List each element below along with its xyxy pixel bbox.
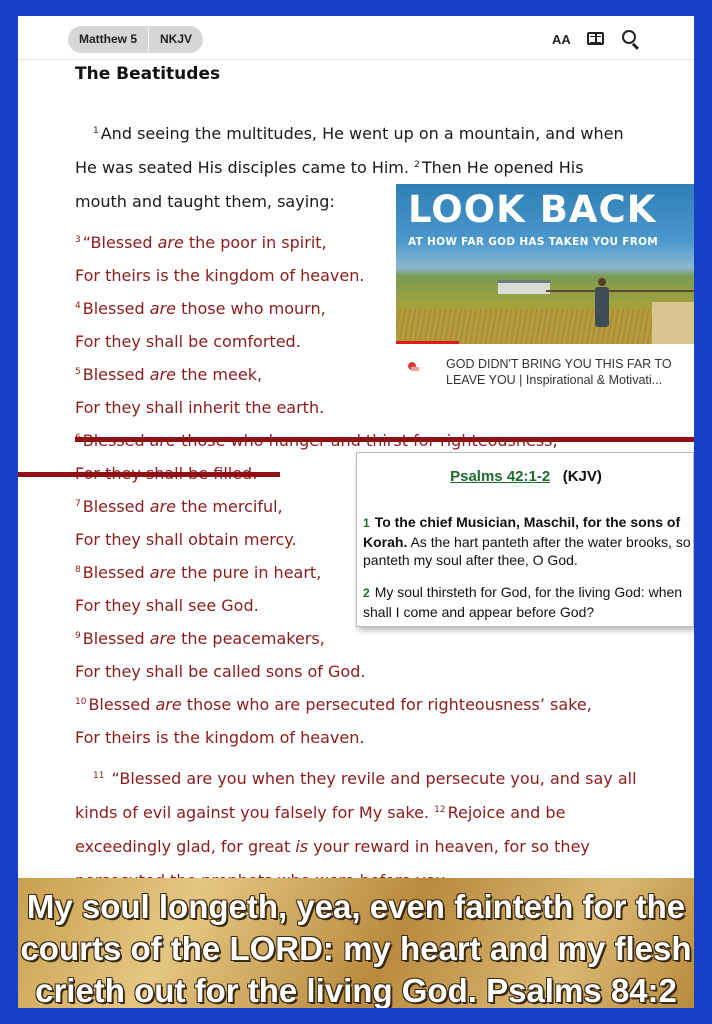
verse-line xyxy=(75,158,584,177)
verse-text: “Blessed are you when they revile and persecute you, and say all xyxy=(111,769,637,788)
verse-line: For they shall see God. xyxy=(75,596,259,615)
verse-line xyxy=(75,803,565,822)
verse-line xyxy=(75,695,592,714)
thumbnail-subtitle: AT HOW FAR GOD HAS TAKEN YOU FROM xyxy=(408,236,659,248)
video-progress-bar xyxy=(396,341,459,344)
font-size-icon[interactable] xyxy=(552,32,571,47)
book-chapter-button[interactable]: Matthew 5 xyxy=(79,32,138,46)
verse-text: Blessed xyxy=(82,629,150,648)
verse-number: 4 xyxy=(75,301,81,311)
quote-banner xyxy=(18,878,694,1008)
version-button[interactable]: NKJV xyxy=(160,32,193,46)
verse-text: He was seated His disciples came to Him. xyxy=(75,158,409,177)
psalm-verse-number: 2 xyxy=(363,586,370,600)
verse-line xyxy=(93,769,637,788)
section-heading: The Beatitudes xyxy=(75,64,221,84)
psalm-reference-link[interactable]: Psalms 42:1-2 xyxy=(450,468,551,485)
verse-number: 6 xyxy=(75,433,81,443)
verse-italic: are xyxy=(149,497,176,516)
thumbnail-title: LOOK BACK xyxy=(408,188,657,231)
verse-line xyxy=(75,837,590,856)
verse-italic: are xyxy=(155,695,182,714)
verse-text: Then He opened His xyxy=(421,158,584,177)
psalm-verse-text: My soul thirsteth for God, for the living God: when shall I come and appear before God? xyxy=(363,584,683,620)
verse-number: 7 xyxy=(75,499,81,509)
verse-number: 5 xyxy=(75,367,81,377)
underline-rule xyxy=(18,472,280,477)
verse-text: Rejoice and be xyxy=(447,803,566,822)
verse-text: the peacemakers, xyxy=(176,629,325,648)
thumbnail-corner xyxy=(652,302,694,344)
verse-text: Blessed xyxy=(82,431,150,450)
search-icon[interactable] xyxy=(622,30,636,44)
psalm-verse-number: 1 xyxy=(363,516,370,530)
channel-logo-icon xyxy=(408,362,420,372)
verse-text: the pure in heart, xyxy=(176,563,322,582)
video-card[interactable] xyxy=(396,184,694,392)
verse-line xyxy=(75,299,326,318)
verse-line: For theirs is the kingdom of heaven. xyxy=(75,728,365,747)
verse-number: 10 xyxy=(75,697,87,707)
verse-line xyxy=(75,629,325,648)
verse-text: those who hunger and thirst for righteousness, xyxy=(176,431,558,450)
font-size-label: AA xyxy=(552,32,571,47)
farmhouse-graphic xyxy=(498,280,550,294)
verse-line: For they shall be called sons of God. xyxy=(75,662,366,681)
verse-text: Blessed xyxy=(82,563,150,582)
verse-number: 9 xyxy=(75,631,81,641)
verse-text: the poor in spirit, xyxy=(183,233,327,252)
fence-graphic xyxy=(546,290,694,292)
field-graphic xyxy=(396,309,694,344)
verse-number: 3 xyxy=(75,235,81,245)
banner-quote xyxy=(18,886,694,1008)
reader-frame xyxy=(18,16,694,1008)
verse-italic: are xyxy=(149,629,176,648)
verse-line: For they shall inherit the earth. xyxy=(75,398,325,417)
verse-italic: are xyxy=(149,431,176,450)
psalm-verse-text: As the hart panteth after the water brooks, so panteth my soul after thee, O God. xyxy=(363,533,691,568)
verse-text: “Blessed xyxy=(82,233,158,252)
psalm-version: (KJV) xyxy=(562,468,602,485)
psalm-reference xyxy=(357,468,694,485)
verse-line xyxy=(75,365,262,384)
verse-number: 12 xyxy=(434,805,446,815)
verse-line: mouth and taught them, saying: xyxy=(75,192,335,211)
verse-line-highlighted xyxy=(75,431,558,450)
video-caption[interactable]: GOD DIDN'T BRING YOU THIS FAR TO LEAVE YOU | Inspirational & Motivati... xyxy=(446,357,672,387)
verse-text: the meek, xyxy=(176,365,263,384)
verse-text: your reward in heaven, for so they xyxy=(308,837,590,856)
psalm-verse-1 xyxy=(363,513,694,570)
banner-line: crieth out for the living God. Psalms 84:2 xyxy=(35,972,677,1008)
psalm-verse-heading: To the chief Musician, Maschil, for the sons of Korah. xyxy=(363,514,681,550)
verse-text: And seeing the multitudes, He went up on a mountain, and when xyxy=(100,124,624,143)
verse-text: the merciful, xyxy=(176,497,283,516)
cross-reference-card xyxy=(356,452,694,627)
banner-line: courts of the LORD: my heart and my flesh xyxy=(20,930,692,967)
verse-line xyxy=(75,233,327,252)
verse-number: 2 xyxy=(414,160,420,170)
verse-line: For they shall obtain mercy. xyxy=(75,530,297,549)
verse-text: those who are persecuted for righteousness’ sake, xyxy=(181,695,592,714)
verse-text: Blessed xyxy=(82,365,150,384)
verse-text: kinds of evil against you falsely for My sake. xyxy=(75,803,430,822)
reader-toolbar xyxy=(18,16,694,60)
verse-text: exceedingly glad, for great xyxy=(75,837,296,856)
psalm-verse-2 xyxy=(363,583,694,621)
verse-italic: is xyxy=(295,837,309,856)
verse-line xyxy=(75,563,321,582)
verse-line: For theirs is the kingdom of heaven. xyxy=(75,266,365,285)
verse-line: For they shall be comforted. xyxy=(75,332,301,351)
verse-line xyxy=(93,124,624,143)
verse-italic: are xyxy=(157,233,184,252)
verse-text: Blessed xyxy=(82,497,150,516)
verse-number: 11 xyxy=(93,771,105,781)
video-thumbnail[interactable] xyxy=(396,184,694,344)
hiker-graphic xyxy=(594,278,610,328)
verse-line xyxy=(75,497,283,516)
passage-selector[interactable] xyxy=(68,26,203,53)
book-icon[interactable] xyxy=(587,32,604,45)
verse-number: 8 xyxy=(75,565,81,575)
verse-text: Blessed xyxy=(82,299,150,318)
verse-number: 1 xyxy=(93,126,99,136)
verse-italic: are xyxy=(149,299,176,318)
verse-text: Blessed xyxy=(88,695,156,714)
verse-text: those who mourn, xyxy=(176,299,326,318)
verse-italic: are xyxy=(149,563,176,582)
banner-line: My soul longeth, yea, even fainteth for the xyxy=(26,888,686,925)
verse-italic: are xyxy=(149,365,176,384)
